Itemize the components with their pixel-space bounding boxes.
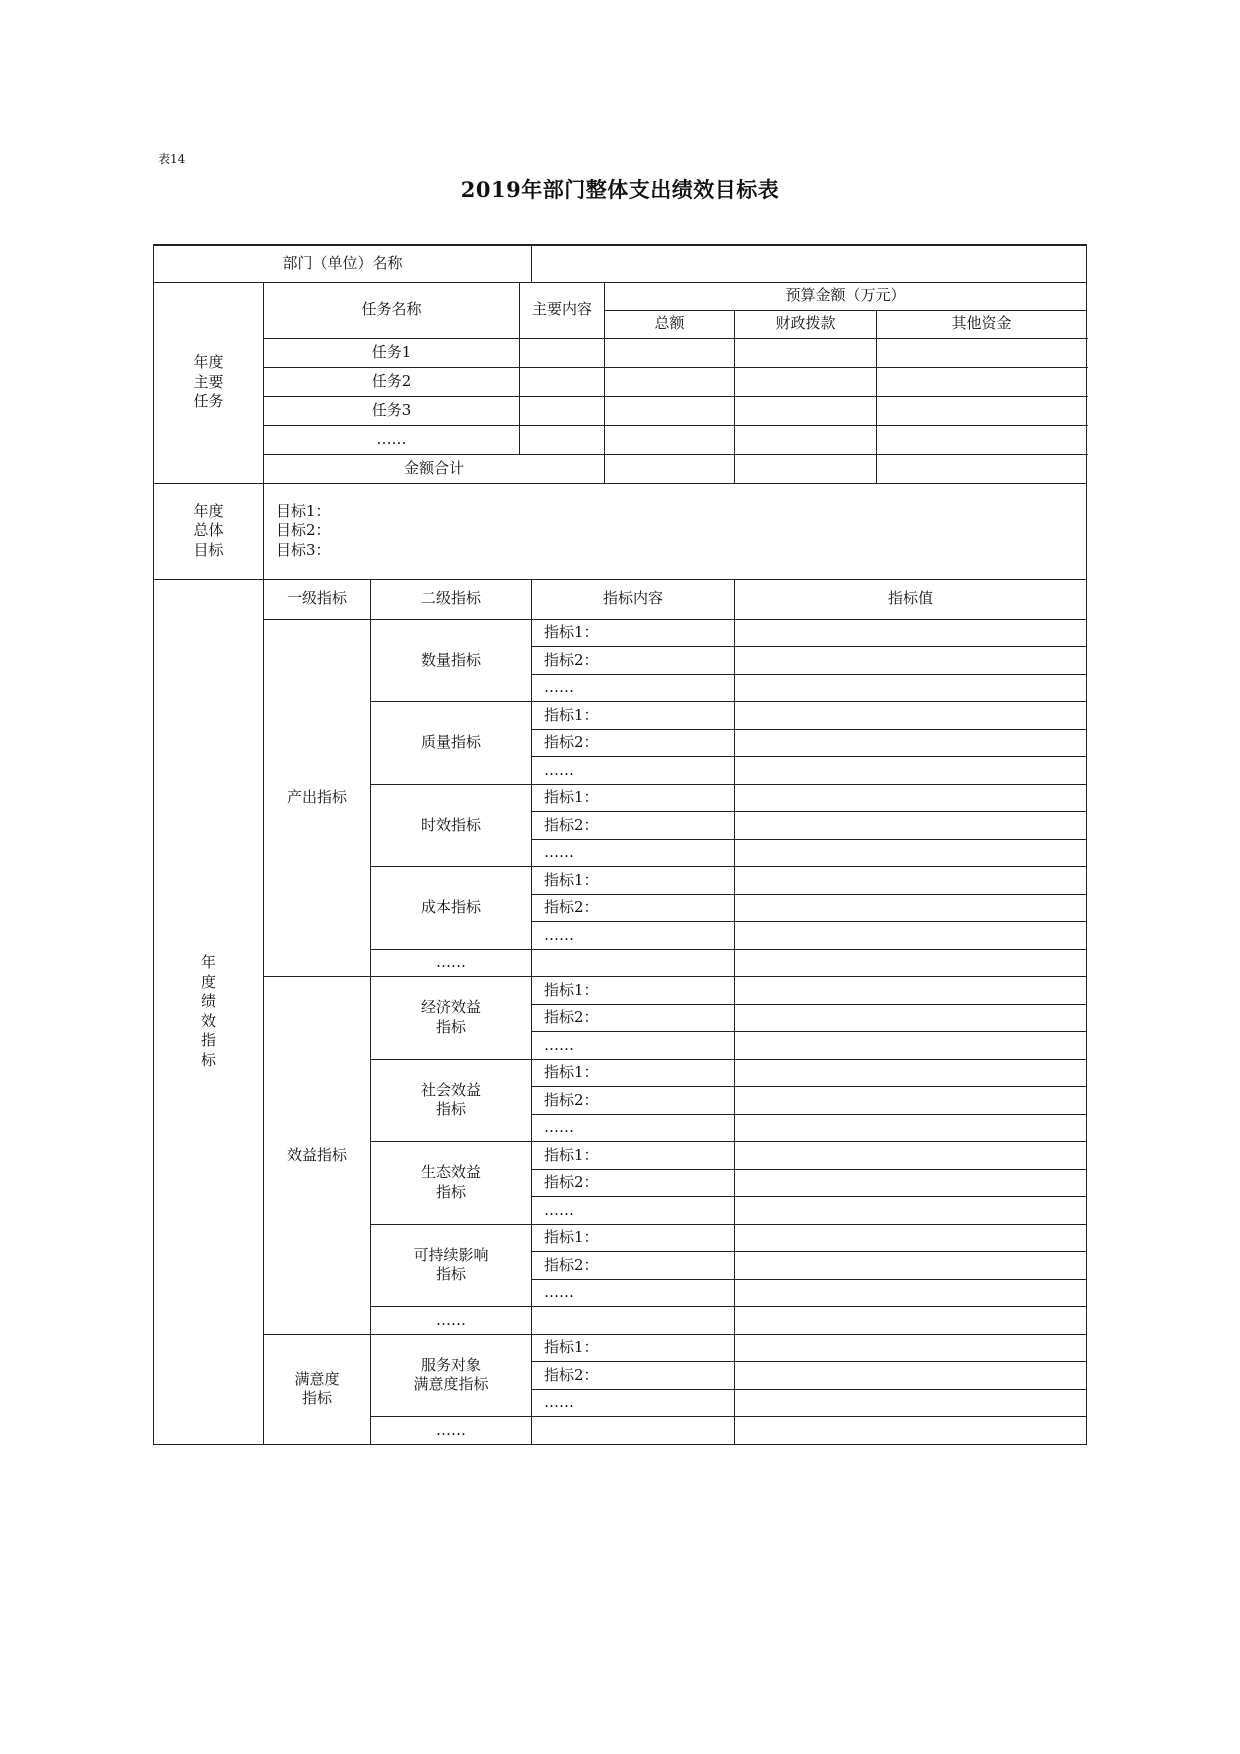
dept-name-field[interactable]	[532, 245, 1087, 282]
goal-line: 目标2：	[276, 521, 331, 540]
task-content-cell[interactable]	[520, 425, 605, 454]
indicator-value-cell[interactable]	[735, 949, 1087, 977]
level2-indicator-cell: 生态效益 指标	[371, 1142, 532, 1225]
indicator-value-cell[interactable]	[735, 647, 1087, 675]
indicator-content-cell[interactable]: 指标1：	[532, 1142, 735, 1170]
indicator-value-cell[interactable]	[735, 674, 1087, 702]
task-row-label: 任务1	[264, 338, 520, 367]
indicator-value-cell[interactable]	[735, 867, 1087, 895]
level2-indicator-cell: ……	[371, 1417, 532, 1445]
document-title: 2019年部门整体支出绩效目标表	[460, 177, 780, 202]
budget-header: 预算金额（万元）	[605, 282, 1087, 310]
overall-goals-label: 年度 总体 目标	[154, 483, 264, 579]
indicator-value-cell[interactable]	[735, 1279, 1087, 1307]
task-other-cell[interactable]	[877, 396, 1087, 425]
indicator-content-cell[interactable]: 指标2：	[532, 729, 735, 757]
annual-indicators-label: 年 度 绩 效 指 标	[154, 579, 264, 1444]
table-number: 表14	[158, 152, 186, 166]
indicator-value-cell[interactable]	[735, 1032, 1087, 1060]
task-fiscal-cell[interactable]	[735, 396, 877, 425]
sum-total-cell[interactable]	[605, 454, 735, 483]
indicator-value-cell[interactable]	[735, 812, 1087, 840]
indicator-value-cell[interactable]	[735, 1114, 1087, 1142]
task-row-label: 任务3	[264, 396, 520, 425]
task-total-cell[interactable]	[605, 425, 735, 454]
task-fiscal-cell[interactable]	[735, 367, 877, 396]
fiscal-funds-header: 财政拨款	[735, 310, 877, 338]
goal-line: 目标1：	[276, 501, 331, 520]
indicator-content-cell[interactable]	[532, 1417, 735, 1445]
indicator-content-cell[interactable]: 指标2：	[532, 1362, 735, 1390]
task-content-cell[interactable]	[520, 338, 605, 367]
task-other-cell[interactable]	[877, 425, 1087, 454]
indicator-value-cell[interactable]	[735, 1334, 1087, 1362]
indicator-content-cell[interactable]: ……	[532, 1114, 735, 1142]
indicator-value-cell[interactable]	[735, 839, 1087, 867]
indicator-value-cell[interactable]	[735, 1142, 1087, 1170]
indicator-content-cell[interactable]: ……	[532, 1197, 735, 1225]
value-header: 指标值	[735, 579, 1087, 619]
indicator-content-cell[interactable]: 指标2：	[532, 647, 735, 675]
indicator-content-cell[interactable]: 指标2：	[532, 812, 735, 840]
indicator-content-cell[interactable]: ……	[532, 674, 735, 702]
indicator-content-cell[interactable]: ……	[532, 1032, 735, 1060]
overall-goals-field[interactable]	[264, 483, 1087, 579]
indicator-value-cell[interactable]	[735, 977, 1087, 1005]
other-funds-header: 其他资金	[877, 310, 1087, 338]
task-other-cell[interactable]	[877, 338, 1087, 367]
task-row-label: 任务2	[264, 367, 520, 396]
indicator-value-cell[interactable]	[735, 619, 1087, 647]
task-fiscal-cell[interactable]	[735, 338, 877, 367]
indicator-value-cell[interactable]	[735, 1307, 1087, 1335]
level2-indicator-cell: 社会效益 指标	[371, 1059, 532, 1142]
indicator-value-cell[interactable]	[735, 1197, 1087, 1225]
indicator-content-cell[interactable]: 指标1：	[532, 784, 735, 812]
level2-indicator-cell: ……	[371, 949, 532, 977]
indicator-content-cell[interactable]: ……	[532, 922, 735, 950]
annual-tasks-label: 年度 主要 任务	[154, 282, 264, 483]
level2-indicator-cell: 时效指标	[371, 784, 532, 867]
level2-indicator-cell: ……	[371, 1307, 532, 1335]
level2-header: 二级指标	[371, 579, 532, 619]
indicator-value-cell[interactable]	[735, 1362, 1087, 1390]
indicator-content-cell[interactable]: 指标2：	[532, 1169, 735, 1197]
indicator-content-cell[interactable]	[532, 1307, 735, 1335]
indicator-content-cell[interactable]: 指标1：	[532, 867, 735, 895]
indicator-content-cell[interactable]: 指标1：	[532, 702, 735, 730]
indicator-content-cell[interactable]: 指标2：	[532, 1087, 735, 1115]
indicator-content-cell[interactable]: ……	[532, 1279, 735, 1307]
task-fiscal-cell[interactable]	[735, 425, 877, 454]
task-content-cell[interactable]	[520, 367, 605, 396]
sum-other-cell[interactable]	[877, 454, 1087, 483]
level1-indicator-cell: 效益指标	[264, 977, 371, 1335]
indicator-content-cell[interactable]: 指标1：	[532, 1059, 735, 1087]
main-content-header: 主要内容	[520, 282, 605, 338]
indicator-content-cell[interactable]: 指标1：	[532, 619, 735, 647]
level2-indicator-cell: 服务对象 满意度指标	[371, 1334, 532, 1417]
indicator-content-cell[interactable]: ……	[532, 1389, 735, 1417]
indicator-content-cell[interactable]: ……	[532, 757, 735, 785]
indicator-value-cell[interactable]	[735, 1224, 1087, 1252]
indicator-content-cell[interactable]: 指标1：	[532, 977, 735, 1005]
indicator-value-cell[interactable]	[735, 702, 1087, 730]
amount-total-label: 金额合计	[264, 454, 605, 483]
content-header: 指标内容	[532, 579, 735, 619]
indicator-value-cell[interactable]	[735, 1004, 1087, 1032]
indicator-content-cell[interactable]: ……	[532, 839, 735, 867]
dept-name-label: 部门（单位）名称	[154, 245, 532, 282]
task-content-cell[interactable]	[520, 396, 605, 425]
level1-indicator-cell: 产出指标	[264, 619, 371, 977]
indicator-value-cell[interactable]	[735, 1389, 1087, 1417]
task-total-cell[interactable]	[605, 338, 735, 367]
indicator-content-cell[interactable]: 指标1：	[532, 1224, 735, 1252]
indicator-value-cell[interactable]	[735, 729, 1087, 757]
indicator-value-cell[interactable]	[735, 1252, 1087, 1280]
indicator-value-cell[interactable]	[735, 1059, 1087, 1087]
level2-indicator-cell: 数量指标	[371, 619, 532, 702]
level1-header: 一级指标	[264, 579, 371, 619]
task-total-cell[interactable]	[605, 367, 735, 396]
level1-indicator-cell: 满意度 指标	[264, 1334, 371, 1444]
task-row-label: ……	[264, 425, 520, 454]
performance-target-table	[153, 244, 1087, 1445]
sum-fiscal-cell[interactable]	[735, 454, 877, 483]
level2-indicator-cell: 质量指标	[371, 702, 532, 785]
indicator-value-cell[interactable]	[735, 1087, 1087, 1115]
total-amount-header: 总额	[605, 310, 735, 338]
indicator-value-cell[interactable]	[735, 1169, 1087, 1197]
indicator-value-cell[interactable]	[735, 757, 1087, 785]
level2-indicator-cell: 可持续影响 指标	[371, 1224, 532, 1307]
level2-indicator-cell: 成本指标	[371, 867, 532, 950]
indicator-content-cell[interactable]	[532, 949, 735, 977]
level2-indicator-cell: 经济效益 指标	[371, 977, 532, 1060]
indicator-content-cell[interactable]: 指标2：	[532, 1004, 735, 1032]
indicator-value-cell[interactable]	[735, 894, 1087, 922]
task-other-cell[interactable]	[877, 367, 1087, 396]
indicator-content-cell[interactable]: 指标2：	[532, 1252, 735, 1280]
indicator-content-cell[interactable]: 指标2：	[532, 894, 735, 922]
indicator-value-cell[interactable]	[735, 922, 1087, 950]
indicator-section	[154, 579, 1087, 1444]
indicator-value-cell[interactable]	[735, 1417, 1087, 1445]
task-total-cell[interactable]	[605, 396, 735, 425]
indicator-content-cell[interactable]: 指标1：	[532, 1334, 735, 1362]
task-name-header: 任务名称	[264, 282, 520, 338]
indicator-value-cell[interactable]	[735, 784, 1087, 812]
goal-line: 目标3：	[276, 540, 331, 559]
